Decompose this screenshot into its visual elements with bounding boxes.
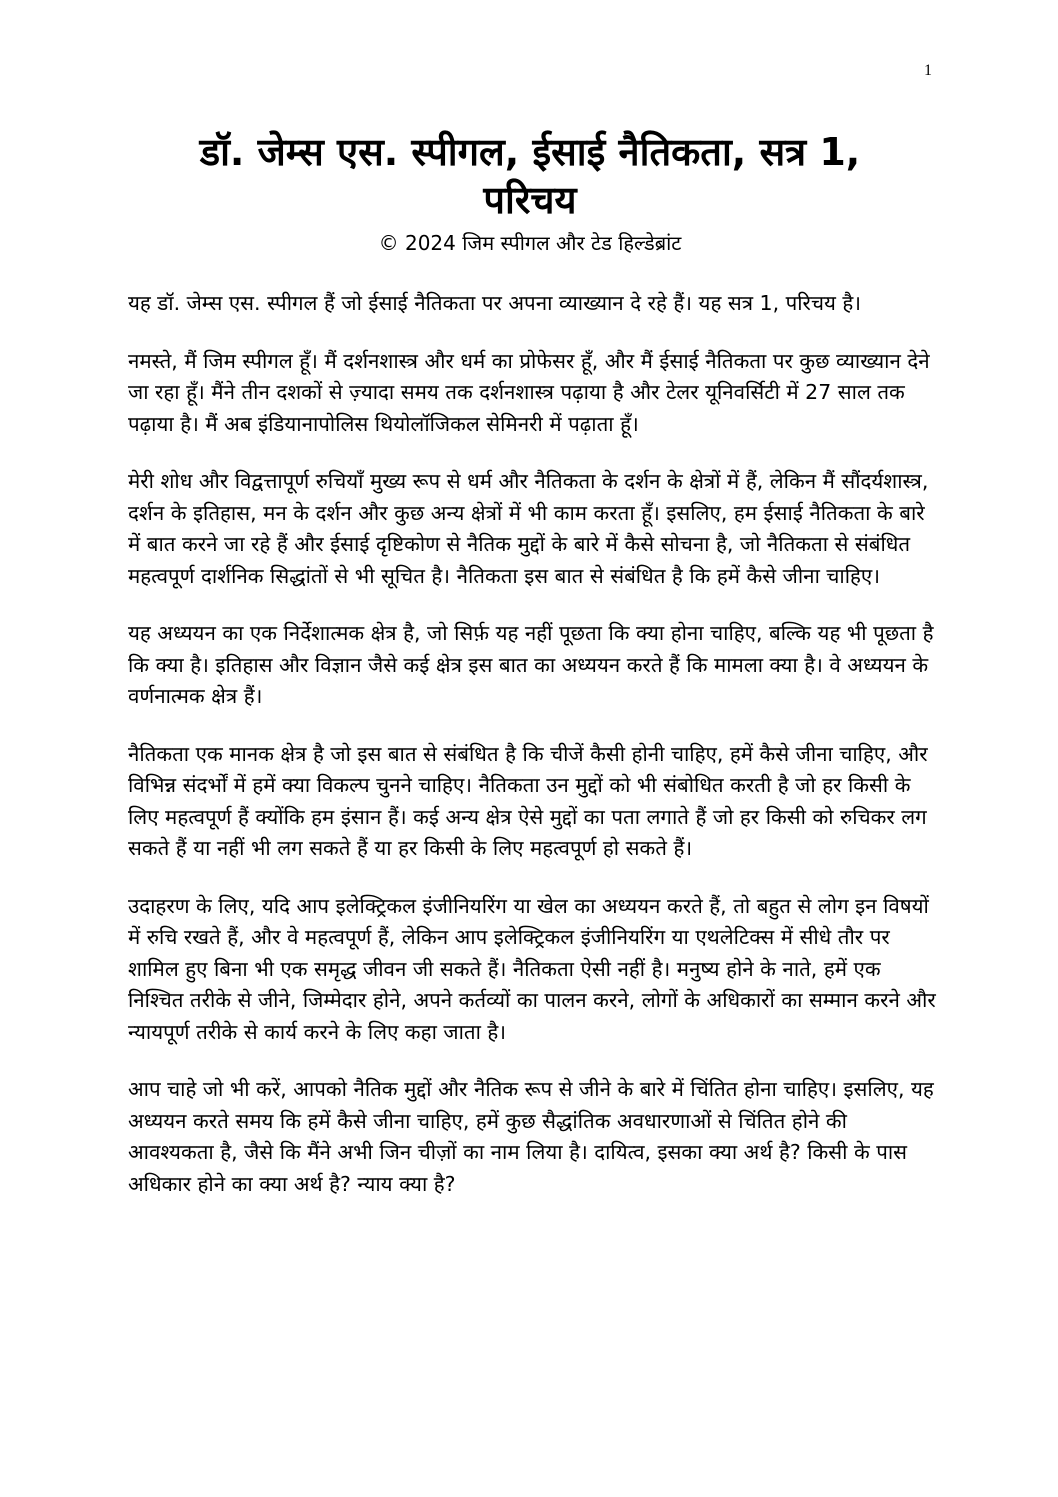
copyright-line: © 2024 जिम स्पीगल और टेड हिल्डेब्रांट: [378, 231, 682, 255]
paragraph: नैतिकता एक मानक क्षेत्र है जो इस बात से संबंधित है कि चीजें कैसी होनी चाहिए, हमें कैसे जीना चाहिए, और विभिन्न संदर्भों में हमें क्या विकल्प चुनने चाहिए। नैतिकता उन मुद्दों को भी संबोधित करती है जो हर किसी के लिए महत्वपूर्ण हैं क्योंकि हम इंसान हैं। कई अन्य क्षेत्र ऐसे मुद्दों का पता लगाते हैं जो हर किसी को रुचिकर लग सकते हैं या नहीं भी लग सकते हैं या हर किसी के लिए महत्वपूर्ण हो सकते हैं।: [128, 741, 928, 860]
document-title: डॉ. जेम्स एस. स्पीगल, ईसाई नैतिकता, सत्र 1, परिचय: [199, 130, 861, 222]
paragraph: यह डॉ. जेम्स एस. स्पीगल हैं जो ईसाई नैतिकता पर अपना व्याख्यान दे रहे हैं। यह सत्र 1, परिचय है।: [128, 291, 862, 315]
body-text: [128, 288, 936, 1226]
paragraph: यह अध्ययन का एक निर्देशात्मक क्षेत्र है, जो सिर्फ़ यह नहीं पूछता कि क्या होना चाहिए, बल्कि यह भी पूछता है कि क्या है। इतिहास और विज्ञान जैसे कई क्षेत्र इस बात का अध्ययन करते हैं कि मामला क्या है। वे अध्ययन के वर्णनात्मक क्षेत्र हैं।: [128, 621, 934, 708]
paragraph: नमस्ते, मैं जिम स्पीगल हूँ। मैं दर्शनशास्त्र और धर्म का प्रोफेसर हूँ, और मैं ईसाई नैतिकता पर कुछ व्याख्यान देने जा रहा हूँ। मैंने तीन दशकों से ज़्यादा समय तक दर्शनशास्त्र पढ़ाया है और टेलर यूनिवर्सिटी में 27 साल तक पढ़ाया है। मैं अब इंडियानापोलिस थियोलॉजिकल सेमिनरी में पढ़ाता हूँ।: [128, 348, 930, 436]
page-number: 1: [924, 62, 932, 79]
paragraph: आप चाहे जो भी करें, आपको नैतिक मुद्दों और नैतिक रूप से जीने के बारे में चिंतित होना चाहिए। इसलिए, यह अध्ययन करते समय कि हमें कैसे जीना चाहिए, हमें कुछ सैद्धांतिक अवधारणाओं से चिंतित होने की आवश्यकता है, जैसे कि मैंने अभी जिन चीज़ों का नाम लिया है। दायित्व, इसका क्या अर्थ है? किसी के पास अधिकार होने का क्या अर्थ है? न्याय क्या है?: [128, 1077, 934, 1196]
paragraph: उदाहरण के लिए, यदि आप इलेक्ट्रिकल इंजीनियरिंग या खेल का अध्ययन करते हैं, तो बहुत से लोग इन विषयों में रुचि रखते हैं, और वे महत्वपूर्ण हैं, लेकिन आप इलेक्ट्रिकल इंजीनियरिंग या एथलेटिक्स में सीधे तौर पर शामिल हुए बिना भी एक समृद्ध जीवन जी सकते हैं। नैतिकता ऐसी नहीं है। मनुष्य होने के नाते, हमें एक निश्चित तरीके से जीने, जिम्मेदार होने, अपने कर्तव्यों का पालन करने, लोगों के अधिकारों का सम्मान करने और न्यायपूर्ण तरीके से कार्य करने के लिए कहा जाता है।: [128, 893, 936, 1044]
paragraph: मेरी शोध और विद्वत्तापूर्ण रुचियाँ मुख्य रूप से धर्म और नैतिकता के दर्शन के क्षेत्रों में हैं, लेकिन मैं सौंदर्यशास्त्र, दर्शन के इतिहास, मन के दर्शन और कुछ अन्य क्षेत्रों में भी काम करता हूँ। इसलिए, हम ईसाई नैतिकता के बारे में बात करने जा रहे हैं और ईसाई दृष्टिकोण से नैतिक मुद्दों के बारे में कैसे सोचना है, जो नैतिकता से संबंधित महत्वपूर्ण दार्शनिक सिद्धांतों से भी सूचित है। नैतिकता इस बात से संबंधित है कि हमें कैसे जीना चाहिए।: [128, 469, 929, 588]
